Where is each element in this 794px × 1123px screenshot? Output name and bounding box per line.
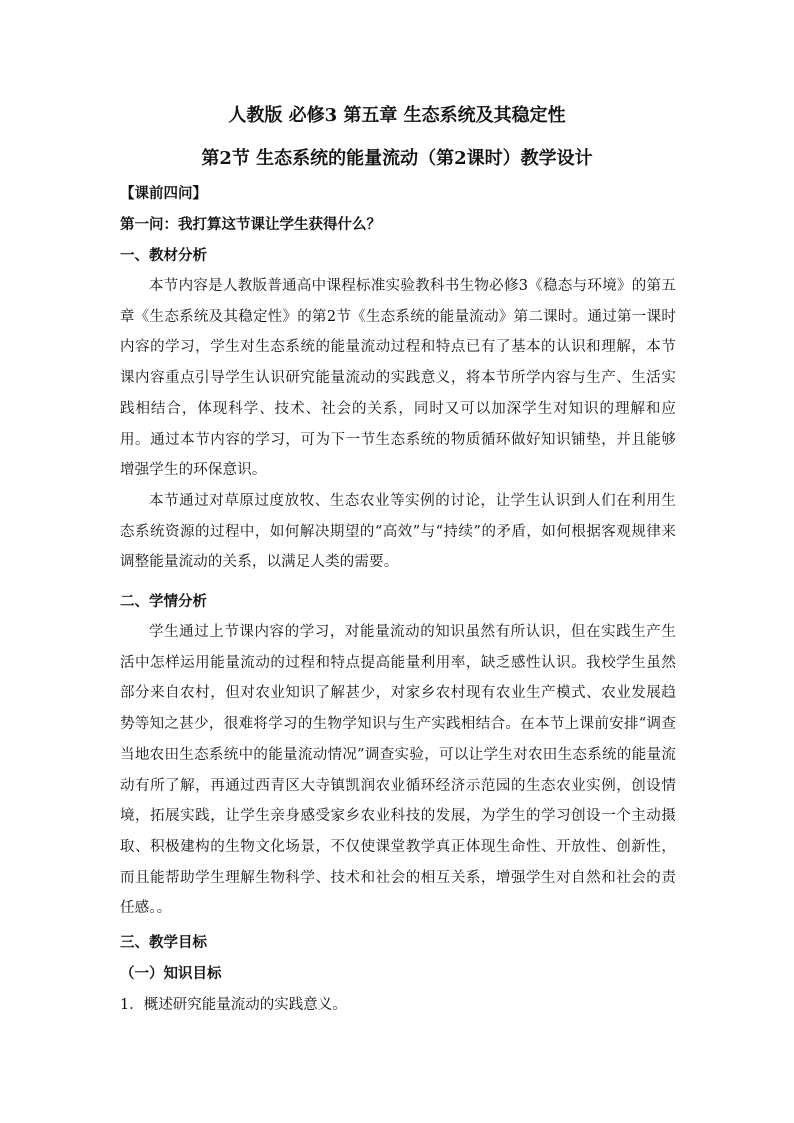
section-three-heading: 三、教学目标 [120, 934, 207, 951]
section-one-heading: 一、教材分析 [120, 247, 207, 264]
document-title-line1: 人教版 必修3 第五章 生态系统及其稳定性 [228, 105, 566, 126]
section-two-paragraph-1: 学生通过上节课内容的学习，对能量流动的知识虽然有所认识，但在实践生产生活中怎样运用能量流动的过程和特点提高能量利用率，缺乏感性认识。我校学生虽然部分来自农村，但对农业知识了解甚少，对家乡农村现有农业生产模式、农业发展趋势等知之甚少，很难将学习的生物学知识与生产实践相结合。在本节上课前安排“调查当地农田生态系统中的能量流动情况”调查实验，可以让学生对农田生态系统的能量流动有所了解，再通过西青区大寺镇凯润农业循环经济示范园的生态农业实例，创设情境，拓展实践，让学生亲身感受家乡农业科技的发展，为学生的学习创设一个主动摄取、积极建构的生物文化场景，不仅使课堂教学真正体现生命性、开放性、创新性，而且能帮助学生理解生物科学、技术和社会的相互关系，增强学生对自然和社会的责任感。。 [120, 624, 676, 917]
question-one: 第一问：我打算这节课让学生获得什么？ [120, 216, 381, 233]
section-one-paragraph-1: 本节内容是人教版普通高中课程标准实验教科书生物必修3《稳态与环境》的第五章《生态系统及其稳定性》的第2节《生态系统的能量流动》第二课时。通过第一课时内容的学习，学生对生态系统的能量流动过程和特点已有了基本的认识和理解，本节课内容重点引导学生认识研究能量流动的实践意义，将本节所学内容与生产、生活实践相结合，体现科学、技术、社会的关系，同时又可以加深学生对知识的理解和应用。通过本节内容的学习，可为下一节生态系统的物质循环做好知识铺垫，并且能够增强学生的环保意识。 [120, 278, 676, 479]
knowledge-objective-item-1: 1．概述研究能量流动的实践意义。 [120, 997, 347, 1013]
section-three-subheading-knowledge: （一）知识目标 [120, 965, 222, 982]
section-one-paragraph-2: 本节通过对草原过度放牧、生态农业等实例的讨论，让学生认识到人们在利用生态系统资源的过程中，如何解决期望的“高效”与“持续”的矛盾，如何根据客观规律来调整能量流动的关系，以满足人类的需要。 [120, 493, 676, 571]
document-title-line2: 第2节 生态系统的能量流动（第2课时）教学设计 [201, 148, 593, 169]
section-two-heading: 二、学情分析 [120, 593, 207, 610]
section-pre-heading: 【课前四问】 [120, 185, 207, 202]
